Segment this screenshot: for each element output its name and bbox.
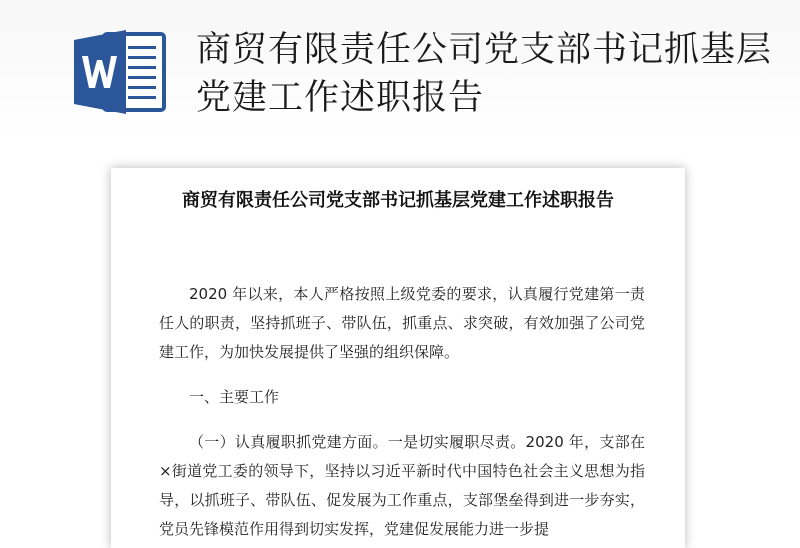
document-page (111, 168, 685, 548)
document-title: 商贸有限责任公司党支部书记抓基层党建工作述职报告 (182, 190, 614, 211)
paragraph-intro: 2020 年以来，本人严格按照上级党委的要求，认真履行党建第一责任人的职责，坚持抓班子、带队伍，抓重点、求突破，有效加强了公司党建工作，为加快发展提供了坚强的组织保障。 (159, 285, 645, 361)
section-heading: 一、主要工作 (189, 388, 280, 406)
header-title: 商贸有限责任公司党支部书记抓基层党建工作述职报告 (196, 30, 773, 118)
paragraph-section-1: （一）认真履职抓党建方面。一是切实履职尽责。2020 年，支部在×街道党工委的领导下，坚持以习近平新时代中国特色社会主义思想为指导，以抓班子、带队伍、促发展为工作重点，支部堡垒得到进一步夯实，党员先锋模范作用得到切实发挥，党建促发展能力进一步提 (159, 433, 645, 538)
document-body (159, 280, 645, 548)
header-banner (0, 0, 800, 140)
word-icon (70, 26, 170, 118)
